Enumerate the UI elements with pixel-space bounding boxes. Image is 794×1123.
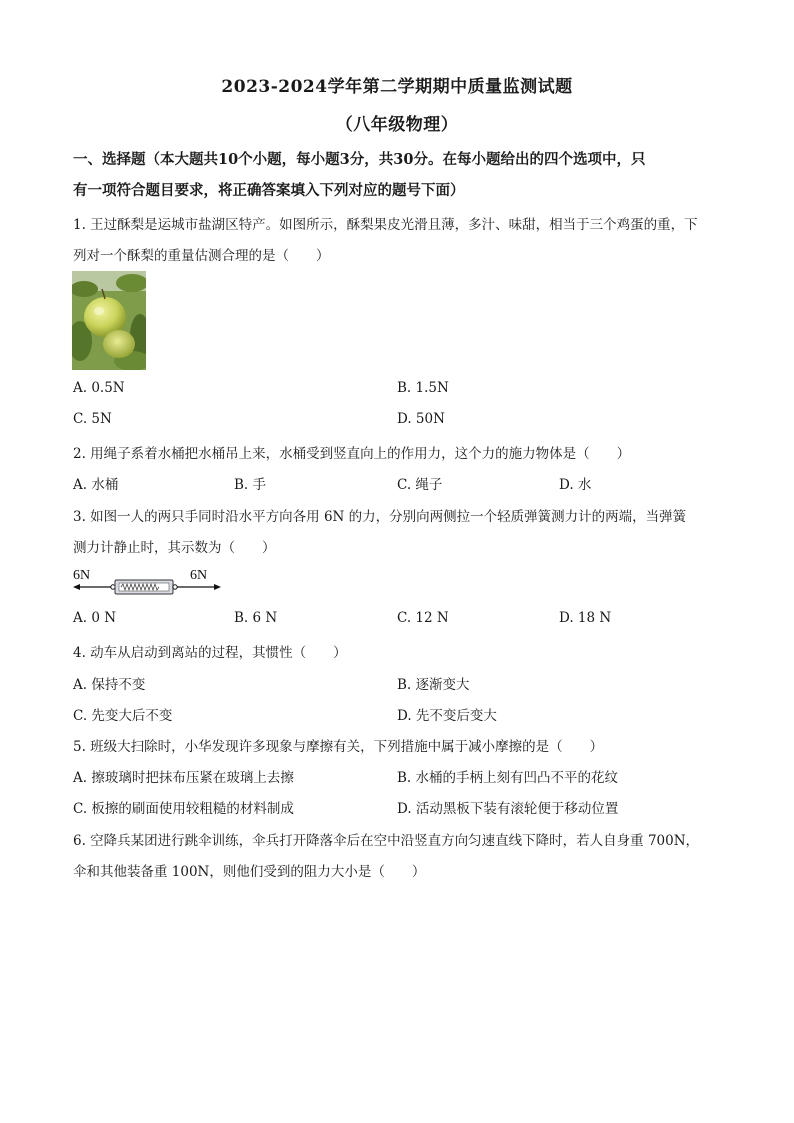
q5-option-d: D. 活动黑板下装有滚轮便于移动位置 — [397, 801, 619, 817]
exam-title: 2023-2024学年第二学期期中质量监测试题 — [221, 77, 573, 97]
question-6-line1: 6. 空降兵某团进行跳伞训练，伞兵打开降落伞后在空中沿竖直方向匀速直线下降时，若人自身重 700N， — [73, 833, 700, 849]
q2-option-a: A. 水桶 — [73, 477, 119, 493]
section-heading-line1: 一、选择题（本大题共10个小题，每小题3分，共30分。在每小题给出的四个选项中，只 — [73, 151, 646, 168]
spring-scale-figure — [73, 565, 223, 605]
q4-option-c: C. 先变大后不变 — [73, 708, 173, 724]
question-5-line1: 5. 班级大扫除时，小华发现许多现象与摩擦有关，下列措施中属于减小摩擦的是（ ） — [73, 739, 604, 755]
q5-option-a: A. 擦玻璃时把抹布压紧在玻璃上去擦 — [73, 770, 294, 786]
q2-option-b: B. 手 — [234, 477, 267, 493]
q1-option-d: D. 50N — [397, 411, 445, 427]
q3-option-b: B. 6 N — [234, 610, 278, 626]
q3-option-c: C. 12 N — [397, 610, 449, 626]
question-6-line2: 伞和其他装备重 100N，则他们受到的阻力大小是（ ） — [73, 864, 426, 880]
right-force-label: 6N — [190, 568, 208, 583]
question-4-line1: 4. 动车从启动到离站的过程，其惯性（ ） — [73, 645, 347, 661]
q5-option-b: B. 水桶的手柄上刻有凹凸不平的花纹 — [397, 770, 619, 786]
left-arrow-head — [73, 584, 80, 590]
q1-option-b: B. 1.5N — [397, 380, 449, 396]
section-heading — [73, 144, 733, 206]
exam-subtitle: （八年级物理） — [335, 115, 459, 135]
question-3-line2: 测力计静止时，其示数为（ ） — [73, 540, 276, 556]
q5-option-c: C. 板擦的刷面使用较粗糙的材料制成 — [73, 801, 294, 817]
q3-option-d: D. 18 N — [559, 610, 612, 626]
q3-option-a: A. 0 N — [73, 610, 117, 626]
q4-option-d: D. 先不变后变大 — [397, 708, 497, 724]
q2-option-c: C. 绳子 — [397, 477, 443, 493]
section-heading-line2: 有一项符合题目要求，将正确答案填入下列对应的题号下面） — [73, 182, 465, 199]
q1-option-c: C. 5N — [73, 411, 112, 427]
q2-option-d: D. 水 — [559, 477, 592, 493]
q4-option-a: A. 保持不变 — [73, 677, 146, 693]
q1-option-a: A. 0.5N — [73, 380, 125, 396]
question-2-line1: 2. 用绳子系着水桶把水桶吊上来，水桶受到竖直向上的作用力，这个力的施力物体是（ ） — [73, 446, 631, 462]
q4-option-b: B. 逐渐变大 — [397, 677, 470, 693]
pear-image — [72, 271, 146, 370]
left-force-label: 6N — [73, 568, 91, 583]
question-3-line1: 3. 如图一人的两只手同时沿水平方向各用 6N 的力，分别向两侧拉一个轻质弹簧测力计的两端，当弹簧 — [73, 509, 687, 525]
question-1-line1: 1. 王过酥梨是运城市盐湖区特产。如图所示，酥梨果皮光滑且薄，多汁、味甜，相当于三个鸡蛋的重，下 — [73, 217, 698, 233]
spring-scale-diagram — [73, 565, 223, 605]
question-1-line2: 列对一个酥梨的重量估测合理的是（ ） — [73, 248, 330, 264]
pear-photo — [72, 271, 146, 370]
right-arrow-head — [214, 584, 221, 590]
